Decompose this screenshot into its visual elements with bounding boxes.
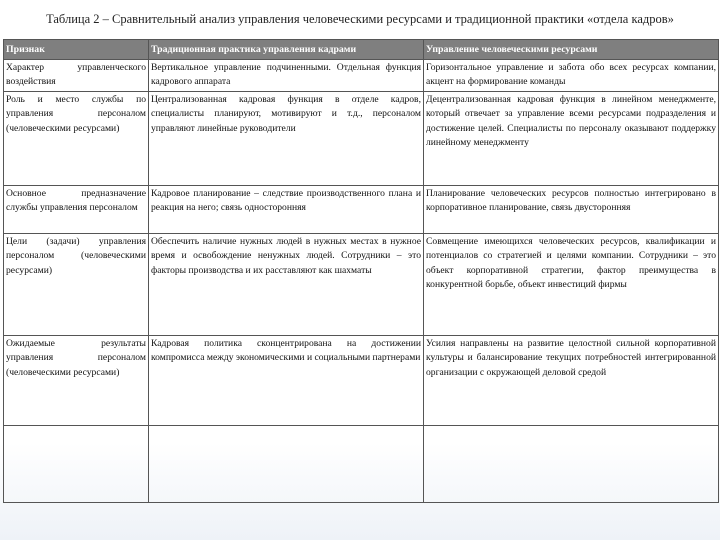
table-row [4,92,719,186]
cell-hrm: Совмещение имеющихся человеческих ресурсов, квалификации и потенциалов со стратегией и целями компании. Сотрудники – это объект корпоративной стратегии, фактор преимущества в конкурентной борьбе, объект инвестиций фирмы [424,234,719,336]
cell-feature: Характер управленческого воздействия [4,60,149,92]
cell-hrm: Планирование человеческих ресурсов полностью интегрировано в корпоративное планирование, связь двусторонняя [424,186,719,234]
cell-empty [149,426,424,503]
header-feature: Признак [4,40,149,60]
cell-hrm: Усилия направлены на развитие целостной сильной корпоративной культуры и балансирование текущих потребностей интегрированной организации с окружающей деловой средой [424,336,719,426]
cell-empty [4,426,149,503]
cell-hrm: Горизонтальное управление и забота обо всех ресурсах компании, акцент на формирование команды [424,60,719,92]
header-hrm: Управление человеческими ресурсами [424,40,719,60]
cell-feature: Роль и место службы по управления персоналом (человеческими ресурсами) [4,92,149,186]
table-row [4,234,719,336]
table-header-row [4,40,719,60]
cell-feature: Цели (задачи) управления персоналом (человеческими ресурсами) [4,234,149,336]
cell-feature: Основное предназначение службы управления персоналом [4,186,149,234]
cell-hrm: Децентрализованная кадровая функция в линейном менеджменте, который отвечает за управление всеми ресурсами подразделения и достижение целей. Специалисты по персоналу оказывают поддержку линейному менеджменту [424,92,719,186]
comparison-table [3,39,719,503]
cell-empty [424,426,719,503]
table-row [4,60,719,92]
cell-traditional: Централизованная кадровая функция в отделе кадров, специалисты планируют, мотивируют и т.д., персоналом управляют линейные руководители [149,92,424,186]
table-row [4,336,719,426]
cell-traditional: Обеспечить наличие нужных людей в нужных местах в нужное время и освобождение ненужных людей. Сотрудники – это факторы производства и их расставляют как шахматы [149,234,424,336]
table-title: Таблица 2 – Сравнительный анализ управления человеческими ресурсами и традиционной практики «отдела кадров» [46,11,674,26]
header-traditional: Традиционная практика управления кадрами [149,40,424,60]
cell-traditional: Кадровое планирование – следствие производственного плана и реакция на него; связь односторонняя [149,186,424,234]
cell-feature: Ожидаемые результаты управления персоналом (человеческими ресурсами) [4,336,149,426]
cell-traditional: Вертикальное управление подчиненными. Отдельная функция кадрового аппарата [149,60,424,92]
table-row-empty [4,426,719,503]
table-row [4,186,719,234]
cell-traditional: Кадровая политика сконцентрирована на достижении компромисса между экономическими и социальными партнерами [149,336,424,426]
